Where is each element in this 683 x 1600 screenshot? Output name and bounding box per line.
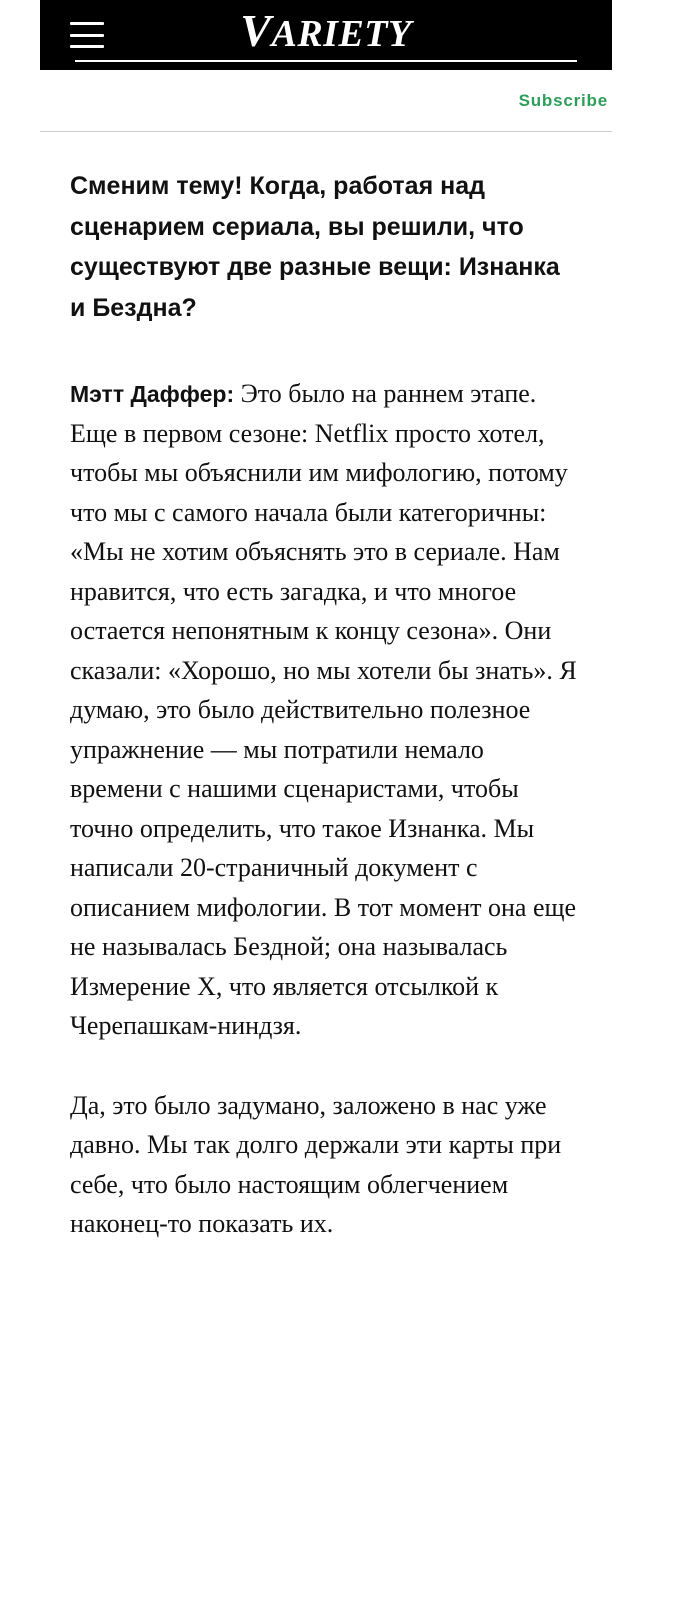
logo-lead-letter: V (240, 5, 272, 56)
paragraph-text: Да, это было задумано, заложено в нас уже давно. Мы так долго держали эти карты при себе, что было настоящим облегчением наконец-то показать их. (70, 1090, 562, 1239)
header-underline (75, 60, 577, 62)
variety-logo[interactable] (240, 5, 412, 56)
subscribe-bar (40, 70, 612, 132)
article-body (40, 132, 612, 1284)
article-paragraph (70, 374, 582, 1046)
hamburger-bar (70, 34, 104, 37)
site-header (40, 0, 612, 70)
hamburger-bar (70, 45, 104, 48)
article-paragraph (70, 1086, 582, 1244)
speaker-name: Мэтт Даффер: (70, 381, 235, 407)
paragraph-text: Это было на раннем этапе. Еще в первом сезоне: Netflix просто хотел, чтобы мы объяснили им мифологию, потому что мы с самого начала были категоричны: «Мы не хотим объяснять это в сериале. Нам нравится, что есть загадка, и что многое остается непонятным к концу сезона». Они сказали: «Хорошо, но мы хотели бы знать». Я думаю, это было действительно полезное упражнение — мы потратили немало времени с нашими сценаристами, чтобы точно определить, что такое Изнанка. Мы написали 20-страничный документ с описанием мифологии. В тот момент она еще не называлась Бездной; она называлась Измерение X, что является отсылкой к Черепашкам-ниндзя. (70, 379, 577, 1041)
hamburger-menu-icon[interactable] (70, 22, 104, 48)
interview-question: Сменим тему! Когда, работая над сценарием сериала, вы решили, что существуют две разные вещи: Изнанка и Бездна? (70, 172, 560, 322)
subscribe-link[interactable]: Subscribe (518, 90, 608, 110)
logo-rest: ARIETY (271, 13, 412, 55)
hamburger-bar (70, 22, 104, 25)
